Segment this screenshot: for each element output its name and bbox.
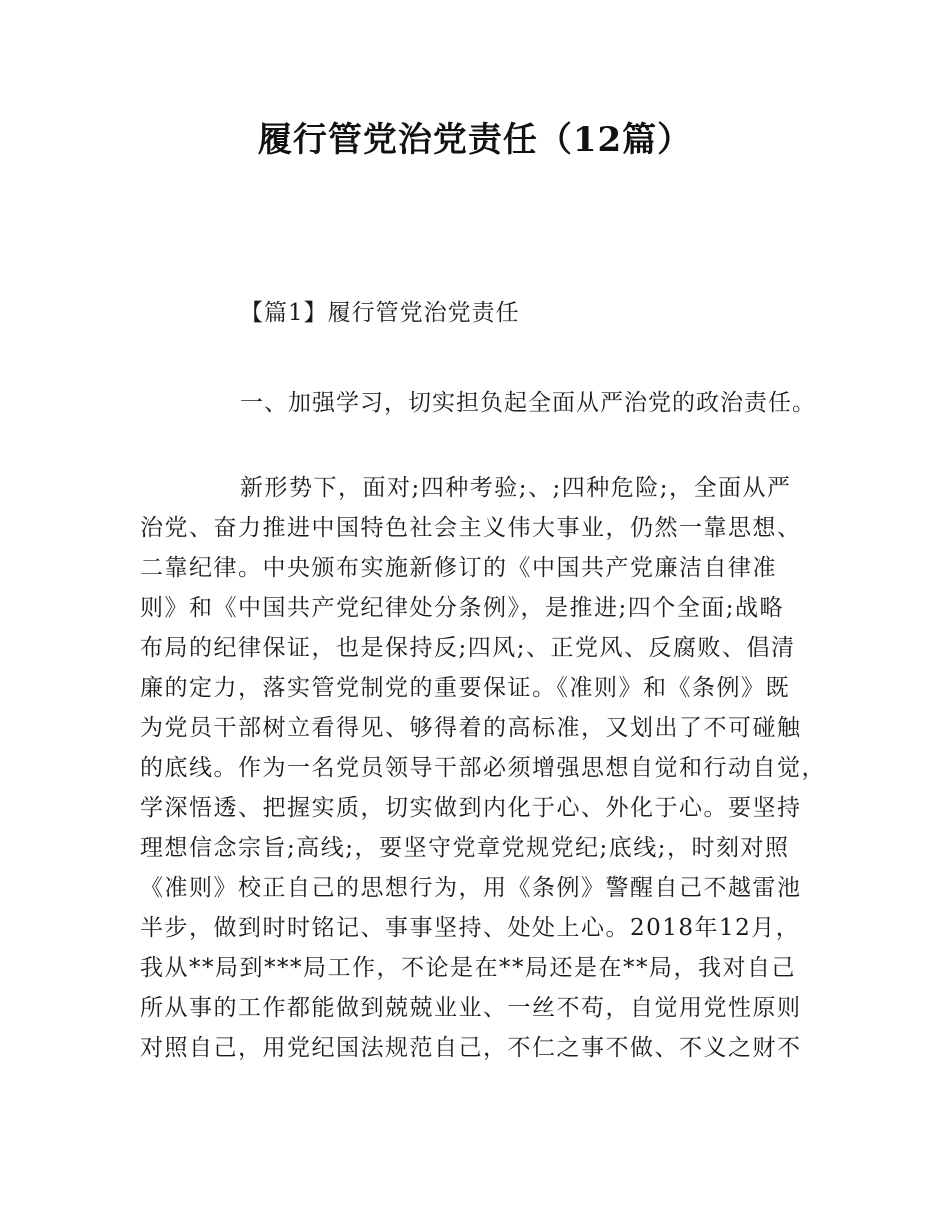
paragraph-line: 廉的定力，落实管党制党的重要保证。《准则》和《条例》既 (140, 675, 790, 701)
paragraph-line: 的底线。作为一名党员领导干部必须增强思想自觉和行动自觉， (140, 755, 826, 781)
paragraph-line: 我从**局到***局工作，不论是在**局还是在**局，我对自己 (140, 955, 796, 981)
paragraph-line: 布局的纪律保证，也是保持反;四风;、正党风、反腐败、倡清 (140, 635, 796, 661)
paragraph-line: 二靠纪律。中央颁布实施新修订的《中国共产党廉洁自律准 (140, 555, 777, 581)
paragraph-line: 治党、奋力推进中国特色社会主义伟大事业，仍然一靠思想、 (140, 515, 802, 541)
paragraph-line: 《准则》校正自己的思想行为，用《条例》警醒自己不越雷池 (140, 875, 802, 901)
paragraph-line: 学深悟透、把握实质，切实做到内化于心、外化于心。要坚持 (140, 795, 802, 821)
document-title: 履行管党治党责任（12篇） (257, 120, 693, 160)
section-heading: 一、加强学习，切实担负起全面从严治党的政治责任。 (240, 390, 816, 416)
paragraph-line: 对照自己，用党纪国法规范自己，不仁之事不做、不义之财不 (140, 1035, 802, 1061)
paragraph-line: 则》和《中国共产党纪律处分条例》，是推进;四个全面;战略 (140, 595, 784, 621)
paragraph-line: 半步，做到时时铭记、事事坚持、处处上心。2018年12月， (140, 915, 801, 941)
paragraph-line: 新形势下，面对;四种考验;、;四种危险;，全面从严 (240, 475, 792, 501)
body-paragraph (140, 468, 840, 1068)
chapter-heading: 【篇1】履行管党治党责任 (240, 300, 520, 326)
paragraph-line: 为党员干部树立看得见、够得着的高标准，又划出了不可碰触 (140, 715, 802, 741)
paragraph-line: 所从事的工作都能做到兢兢业业、一丝不苟，自觉用党性原则 (140, 995, 802, 1021)
paragraph-line: 理想信念宗旨;高线;，要坚守党章党规党纪;底线;，时刻对照 (140, 835, 790, 861)
